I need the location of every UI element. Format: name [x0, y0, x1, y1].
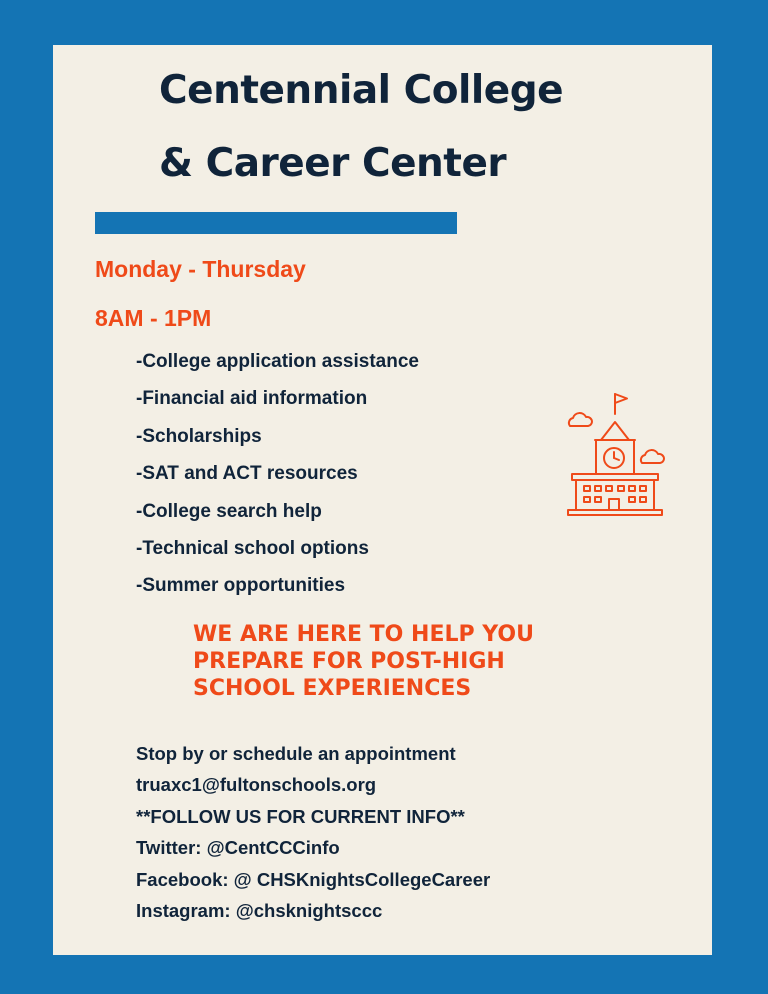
open-hours: 8AM - 1PM: [95, 305, 212, 331]
page-title-line-2: & Career Center: [159, 141, 507, 186]
appointment-note: Stop by or schedule an appointment: [136, 743, 456, 764]
service-item: -SAT and ACT resources: [136, 463, 358, 485]
services-list: [136, 348, 419, 610]
service-item: -College search help: [136, 500, 322, 522]
facebook-handle[interactable]: Facebook: @ CHSKnightsCollegeCareer: [136, 868, 491, 890]
tagline: WE ARE HERE TO HELP YOU PREPARE FOR POST-HIGH SCHOOL EXPERIENCES: [193, 622, 534, 701]
service-item: -College application assistance: [136, 351, 419, 372]
school-building-icon: [562, 388, 674, 520]
page-title-line-1: Centennial College: [159, 68, 564, 113]
contact-list: [136, 740, 490, 928]
contact-email[interactable]: truaxc1@fultonschools.org: [136, 774, 377, 796]
service-item: -Financial aid information: [136, 388, 368, 410]
follow-us-note: **FOLLOW US FOR CURRENT INFO**: [136, 805, 465, 827]
twitter-handle[interactable]: Twitter: @CentCCCinfo: [136, 837, 340, 859]
open-days: Monday - Thursday: [95, 256, 306, 282]
service-item: -Summer opportunities: [136, 575, 346, 597]
service-item: -Technical school options: [136, 537, 369, 559]
service-item: -Scholarships: [136, 425, 262, 447]
instagram-handle[interactable]: Instagram: @chsknightsccc: [136, 899, 383, 921]
title-divider-bar: [95, 212, 457, 234]
